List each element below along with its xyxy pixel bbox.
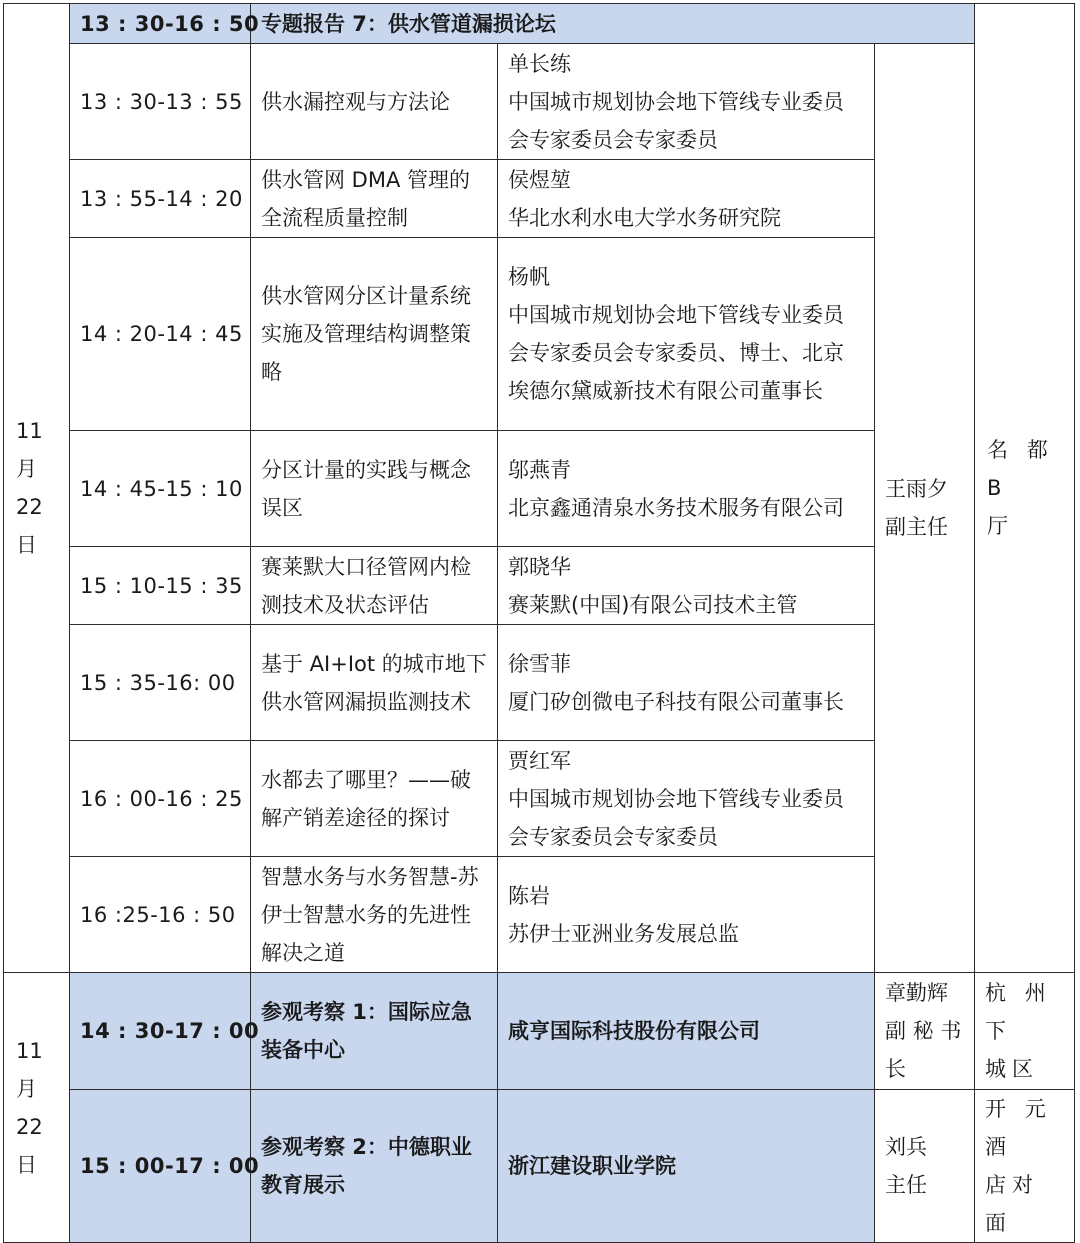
host-cell: 章勤辉 副 秘 书 长 xyxy=(875,973,975,1090)
topic-cell: 供水漏控观与方法论 xyxy=(251,44,498,160)
visit-row xyxy=(4,1090,1075,1243)
date-cell: 11 月 22 日 xyxy=(4,973,70,1243)
time-cell: 15 : 00-17 : 00 xyxy=(70,1090,251,1243)
time-cell: 14 : 30-17 : 00 xyxy=(70,973,251,1090)
topic-cell: 基于 AI+Iot 的城市地下供水管网漏损监测技术 xyxy=(251,625,498,741)
host-cell: 王雨夕 副主任 xyxy=(875,44,975,973)
time-cell: 15 : 10-15 : 35 xyxy=(70,547,251,625)
topic-cell: 智慧水务与水务智慧-苏伊士智慧水务的先进性解决之道 xyxy=(251,857,498,973)
topic-cell: 赛莱默大口径管网内检测技术及状态评估 xyxy=(251,547,498,625)
topic-cell: 供水管网 DMA 管理的全流程质量控制 xyxy=(251,160,498,238)
table-row xyxy=(4,44,1075,160)
venue-cell: 名 都 B 厅 xyxy=(975,4,1075,973)
speaker-cell: 徐雪菲 厦门矽创微电子科技有限公司董事长 xyxy=(498,625,875,741)
session-time: 13 : 30-16 : 50 xyxy=(70,4,251,44)
topic-cell: 参观考察 1：国际应急装备中心 xyxy=(251,973,498,1090)
speaker-cell: 杨帆 中国城市规划协会地下管线专业委员会专家委员会专家委员、博士、北京埃德尔黛威新技术有限公司董事长 xyxy=(498,238,875,431)
time-cell: 15 : 35-16: 00 xyxy=(70,625,251,741)
topic-cell: 分区计量的实践与概念误区 xyxy=(251,431,498,547)
topic-cell: 供水管网分区计量系统实施及管理结构调整策略 xyxy=(251,238,498,431)
org-cell: 浙江建设职业学院 xyxy=(498,1090,875,1243)
speaker-cell: 侯煜堃 华北水利水电大学水务研究院 xyxy=(498,160,875,238)
speaker-cell: 邬燕青 北京鑫通清泉水务技术服务有限公司 xyxy=(498,431,875,547)
venue-cell: 开 元 酒 店对面 xyxy=(975,1090,1075,1243)
speaker-cell: 单长练 中国城市规划协会地下管线专业委员会专家委员会专家委员 xyxy=(498,44,875,160)
host-cell: 刘兵 主任 xyxy=(875,1090,975,1243)
schedule-table xyxy=(3,3,1075,1243)
speaker-cell: 郭晓华 赛莱默(中国)有限公司技术主管 xyxy=(498,547,875,625)
time-cell: 13 : 55-14 : 20 xyxy=(70,160,251,238)
session-header-row xyxy=(4,4,1075,44)
time-cell: 14 : 45-15 : 10 xyxy=(70,431,251,547)
topic-cell: 水都去了哪里？——破解产销差途径的探讨 xyxy=(251,741,498,857)
session-title: 专题报告 7：供水管道漏损论坛 xyxy=(251,4,975,44)
time-cell: 14 : 20-14 : 45 xyxy=(70,238,251,431)
time-cell: 13 : 30-13 : 55 xyxy=(70,44,251,160)
visit-row xyxy=(4,973,1075,1090)
venue-cell: 杭 州 下 城区 xyxy=(975,973,1075,1090)
date-cell: 11 月 22 日 xyxy=(4,4,70,973)
time-cell: 16 :25-16 : 50 xyxy=(70,857,251,973)
speaker-cell: 陈岩 苏伊士亚洲业务发展总监 xyxy=(498,857,875,973)
org-cell: 咸亨国际科技股份有限公司 xyxy=(498,973,875,1090)
speaker-cell: 贾红军 中国城市规划协会地下管线专业委员会专家委员会专家委员 xyxy=(498,741,875,857)
topic-cell: 参观考察 2：中德职业教育展示 xyxy=(251,1090,498,1243)
time-cell: 16 : 00-16 : 25 xyxy=(70,741,251,857)
